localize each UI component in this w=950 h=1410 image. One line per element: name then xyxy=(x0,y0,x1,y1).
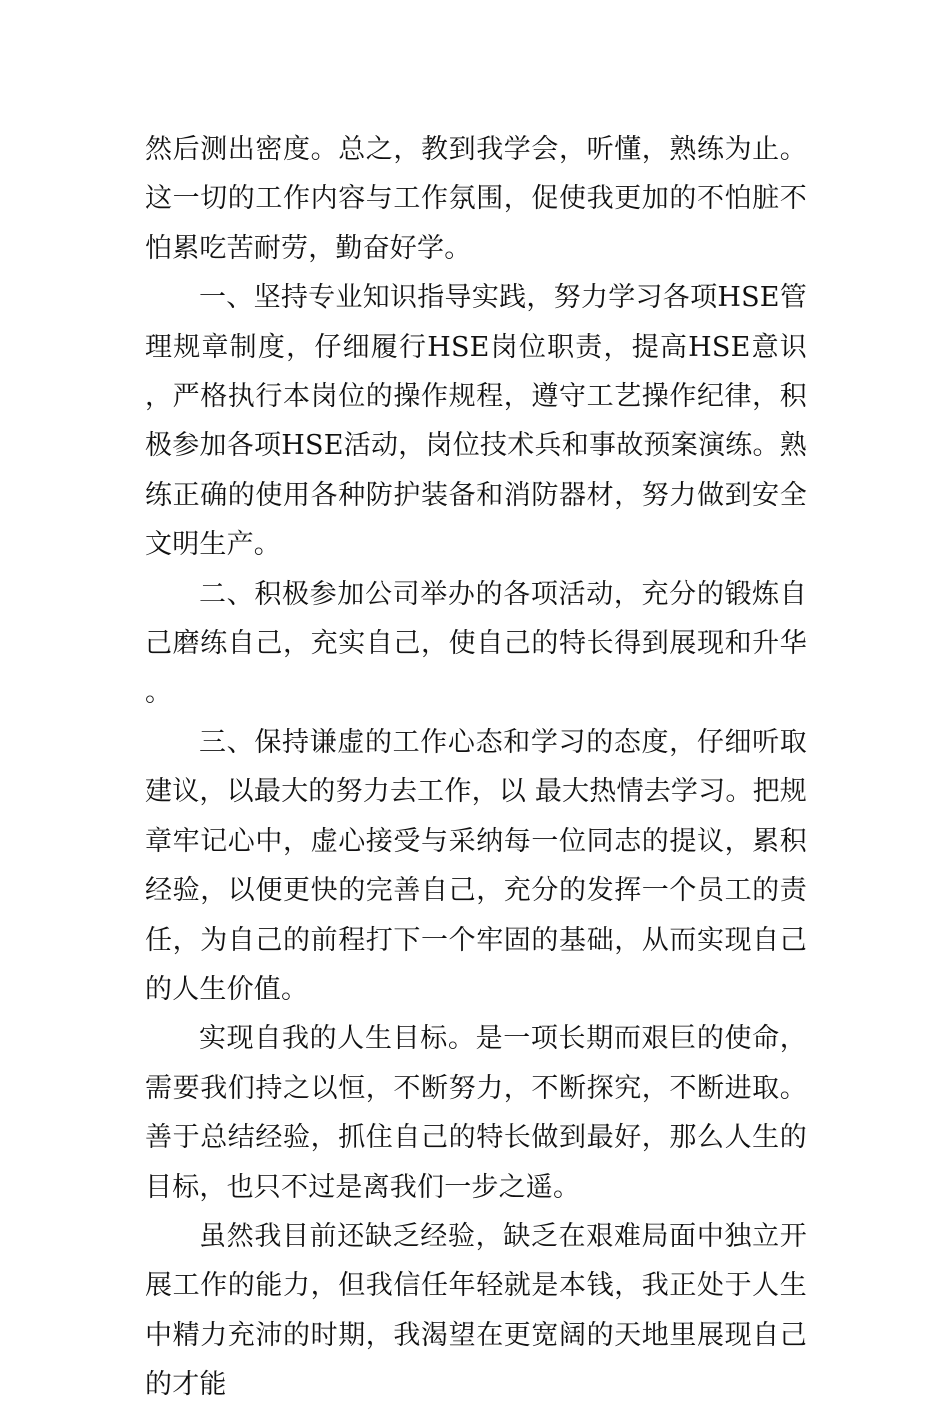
paragraph-1: 然后测出密度。总之，教到我学会，听懂，熟练为止。这一切的工作内容与工作氛围，促使我更加的不怕脏不怕累吃苦耐劳，勤奋好学。 xyxy=(145,134,807,264)
paragraph-2: 一、坚持专业知识指导实践，努力学习各项HSE管理规章制度，仔细履行HSE岗位职责，提高HSE意识，严格执行本岗位的操作规程，遵守工艺操作纪律，积极参加各项HSE活动，岗位技术兵和事故预案演练。熟练正确的使用各种防护装备和消防器材，努力做到安全文明生产。 xyxy=(145,282,807,561)
paragraph-4: 三、保持谦虚的工作心态和学习的态度，仔细听取建议，以最大的努力去工作，以 最大热情去学习。把规章牢记心中，虚心接受与采纳每一位同志的提议，累积经验，以便更快的完善自己，充分的发挥一个员工的责任，为自己的前程打下一个牢固的基础，从而实现自己的人生价值。 xyxy=(145,726,807,1005)
document-body xyxy=(145,125,807,1410)
paragraph-3: 二、积极参加公司举办的各项活动，充分的锻炼自己磨练自己，充实自己，使自己的特长得到展现和升华。 xyxy=(145,578,807,709)
paragraph-6: 虽然我目前还缺乏经验，缺乏在艰难局面中独立开展工作的能力，但我信任年轻就是本钱，我正处于人生中精力充沛的时期，我渴望在更宽阔的天地里展现自己的才能 xyxy=(145,1220,807,1401)
paragraph-5: 实现自我的人生目标。是一项长期而艰巨的使命，需要我们持之以恒，不断努力，不断探究，不断进取。善于总结经验，抓住自己的特长做到最好，那么人生的目标，也只不过是离我们一步之遥。 xyxy=(145,1023,807,1203)
